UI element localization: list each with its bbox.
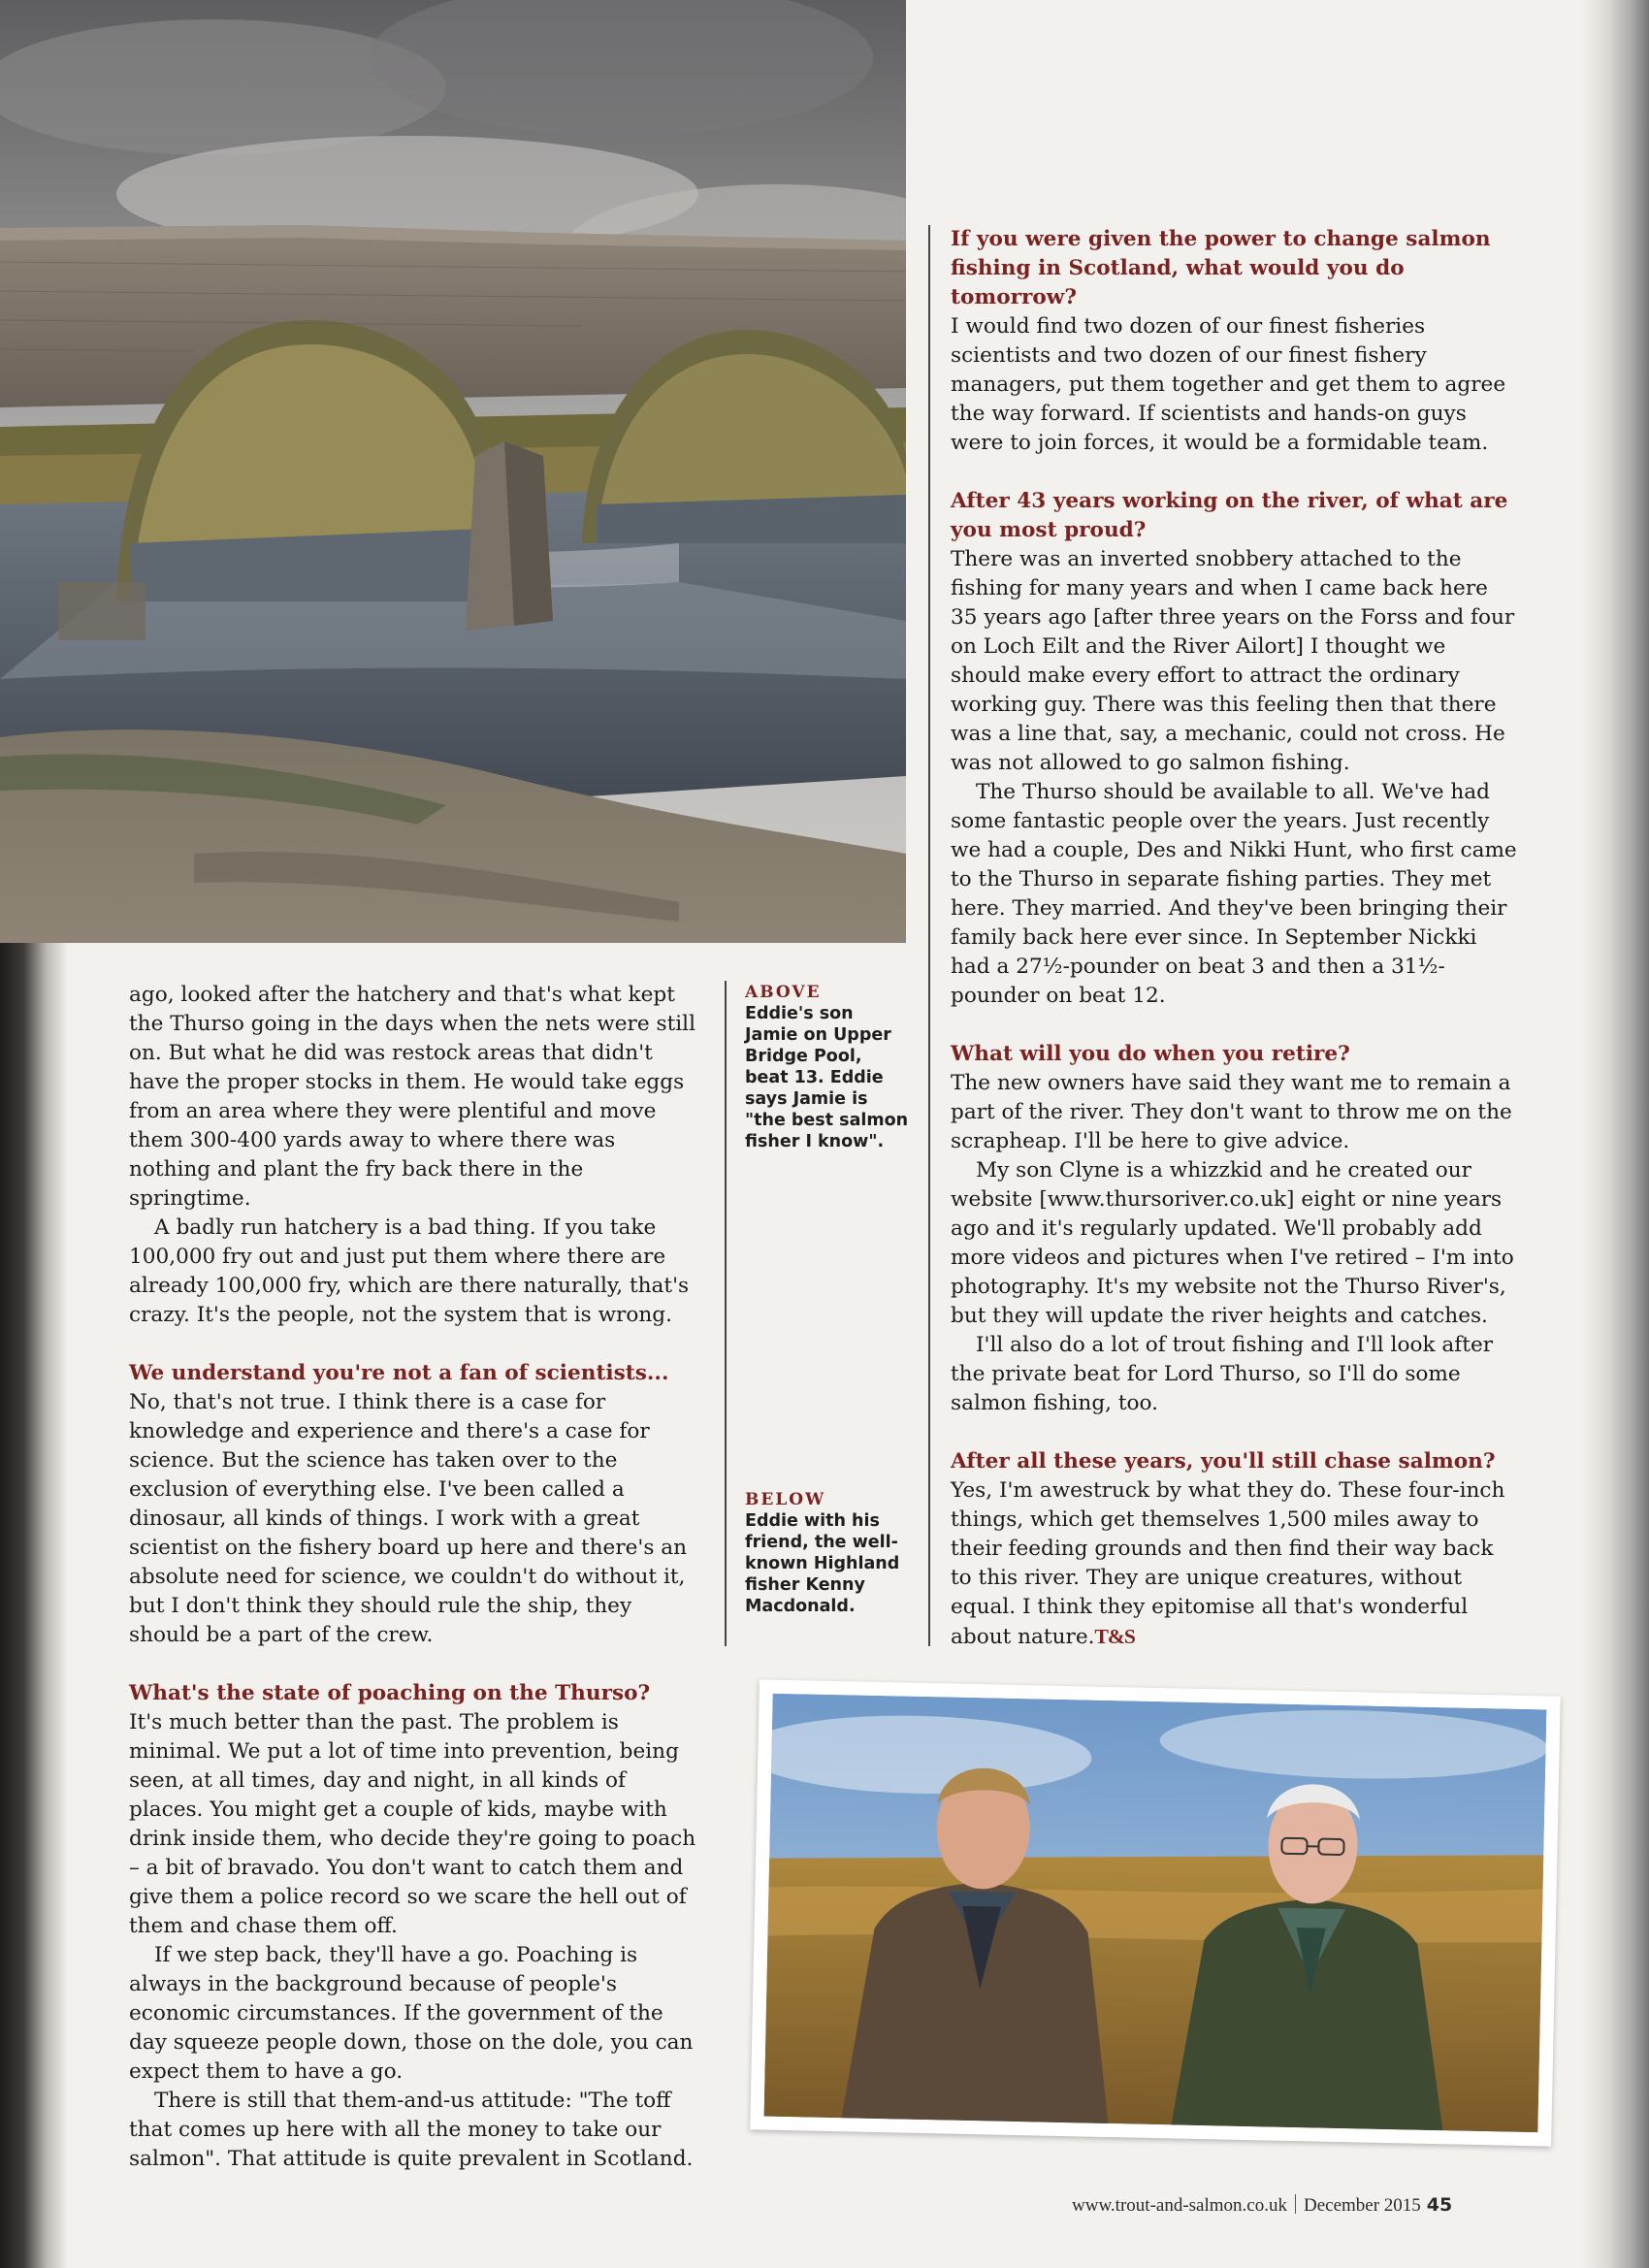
caption-above (745, 982, 910, 1152)
page-footer (1072, 2194, 1528, 2217)
page-number: 45 (1426, 2194, 1453, 2216)
answer-paragraph: If we step back, they'll have a go. Poaching is always in the background because of people's economic circumstances. If the government of the day squeeze people down, those on the dole, you can expect them to have a go. (129, 1943, 694, 2084)
question-heading: After all these years, you'll still chase salmon? (951, 1449, 1496, 1474)
right-column (951, 225, 1518, 1652)
answer-paragraph: It's much better than the past. The problem is minimal. We put a lot of time into prevention, being seen, at all times, day and night, in all kinds of places. You might get a couple of kids, maybe with drink inside them, who decide they're going to poach – a bit of bravado. You don't want to catch them and give them a police record so we scare the hell out of them and chase them off. (129, 1710, 696, 1938)
answer-paragraph: I'll also do a lot of trout fishing and I'll look after the private beat for Lord Thurso, so I'll do some salmon fishing, too. (951, 1333, 1494, 1415)
caption-text: Eddie's son Jamie on Upper Bridge Pool, beat 13. Eddie says Jamie is "the best salmon fisher I know". (745, 1004, 909, 1151)
answer-paragraph: There is still that them-and-us attitude: "The toff that comes up here with all the money to take our salmon". That attitude is quite prevalent in Scotland. (129, 2089, 694, 2171)
question-heading: What will you do when you retire? (951, 1042, 1350, 1066)
footer-issue: December 2015 (1303, 2195, 1421, 2216)
body-paragraph: ago, looked after the hatchery and that's what kept the Thurso going in the days when the nets were still on. But what he did was restock areas that didn't have the proper stocks in them. He would take eggs from an area where they were plentiful and move them 300-400 yards away to where there was nothing and plant the fry back there in the springtime. (129, 983, 695, 1211)
question-heading: What's the state of poaching on the Thurso? (129, 1681, 651, 1705)
question-heading: If you were given the power to change salmon fishing in Scotland, what would you do tomorrow? (951, 227, 1491, 309)
footer-divider (1295, 2194, 1296, 2214)
answer-paragraph: The Thurso should be available to all. We've had some fantastic people over the years. Just recently we had a couple, Des and Nikki Hunt, who first came to the Thurso in separate fishing parties. They met here. They married. And they've been bringing their family back here ever since. In September Nickki had a 27½-pounder on beat 3 and then a 31½-pounder on beat 12. (951, 780, 1517, 1008)
column-rule (928, 225, 930, 1646)
question-heading: We understand you're not a fan of scientists... (129, 1361, 669, 1385)
caption-below (745, 1489, 910, 1617)
answer-paragraph: There was an inverted snobbery attached to the fishing for many years and when I came back here 35 years ago [after three years on the Forss and four on Loch Eilt and the River Ailort] I thought we should make every effort to attract the ordinary working guy. There was this feeling then that there was a line that, say, a mechanic, could not cross. He was not allowed to go salmon fishing. (951, 547, 1515, 775)
caption-text: Eddie with his friend, the well-known Highland fisher Kenny Macdonald. (745, 1511, 900, 1616)
answer-text: Yes, I'm awestruck by what they do. These four-inch things, which get themselves 1,500 miles away to their feeding grounds and then find their way back to this river. They are unique creatures, without equal. I think they epitomise all that's wonderful about nature. (951, 1478, 1505, 1649)
portrait-photo (750, 1679, 1561, 2146)
answer-paragraph (951, 1476, 1518, 1652)
body-paragraph: A badly run hatchery is a bad thing. If you take 100,000 fry out and just put them where there are already 100,000 fry, which are there naturally, that's crazy. It's the people, not the system that is wrong. (129, 1215, 690, 1327)
caption-label: ABOVE (745, 983, 822, 1002)
bridge-photo (0, 0, 906, 943)
answer-paragraph: My son Clyne is a whizzkid and he created our website [www.thursoriver.co.uk] eight or nine years ago and it's regularly updated. We'll probably add more videos and pictures when I've retired – I'm into photography. It's my website not the Thurso River's, but they will update the river heights and catches. (951, 1158, 1514, 1328)
answer-paragraph: I would find two dozen of our finest fisheries scientists and two dozen of our finest fishery managers, put them together and get them to agree the way forward. If scientists and hands-on guys were to join forces, it would be a formidable team. (951, 314, 1506, 455)
left-column (129, 981, 701, 2174)
caption-label: BELOW (745, 1490, 826, 1509)
answer-paragraph: No, that's not true. I think there is a case for knowledge and experience and there's a case for science. But the science has taken over to the exclusion of everything else. I've been called a dinosaur, all kinds of things. I work with a great scientist on the fishery board up here and there's an absolute need for science, we couldn't do without it, but I don't think they should rule the ship, they should be a part of the crew. (129, 1390, 688, 1647)
answer-paragraph: The new owners have said they want me to remain a part of the river. They don't want to throw me on the scrapheap. I'll be here to give advice. (951, 1071, 1512, 1153)
page-edge-shadow (1581, 0, 1649, 2268)
caption-rule (725, 981, 727, 1646)
end-mark-logo: T&S (1094, 1625, 1135, 1648)
footer-website: www.trout-and-salmon.co.uk (1072, 2195, 1287, 2216)
question-heading: After 43 years working on the river, of what are you most proud? (951, 489, 1508, 542)
